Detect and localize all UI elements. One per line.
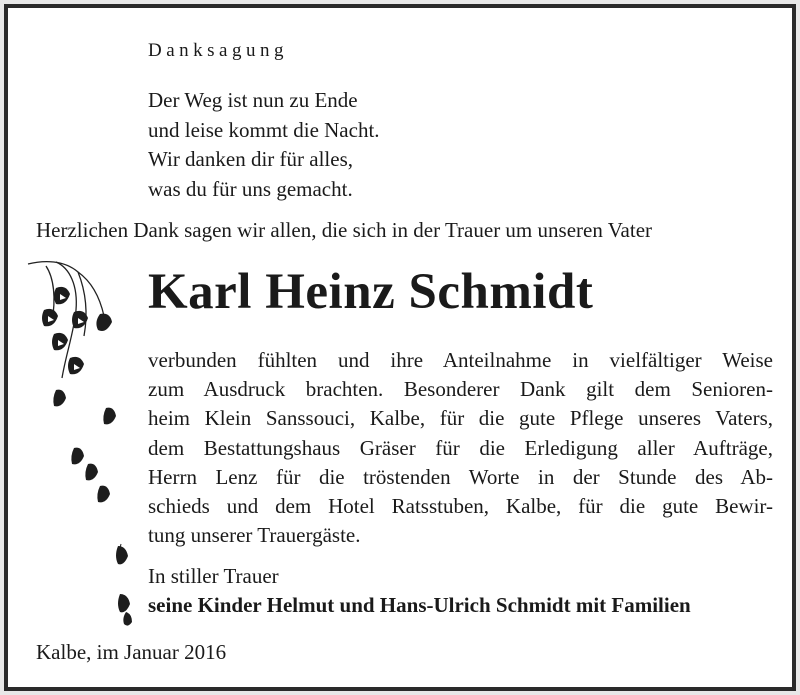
acknowledgement-text bbox=[148, 346, 773, 550]
closing-phrase: In stiller Trauer bbox=[148, 564, 279, 588]
deceased-name: Karl Heinz Schmidt bbox=[148, 264, 594, 320]
leaf-icon bbox=[114, 590, 140, 630]
body-line: Herrn Lenz für die tröstenden Worte in der Stunde des Ab- bbox=[148, 464, 773, 489]
body-line: heim Klein Sanssouci, Kalbe, für die gute Pflege unseres Vaters, bbox=[148, 406, 773, 431]
poem-line: was du für uns gemacht. bbox=[148, 176, 353, 201]
poem-line: Wir danken dir für alles, bbox=[148, 147, 353, 171]
poem bbox=[148, 86, 380, 204]
body-line: verbunden fühlten und ihre Anteilnahme in vielfältiger Weise bbox=[148, 348, 773, 372]
obituary-notice bbox=[4, 4, 796, 691]
body-line: zum Ausdruck brachten. Besonderer Dank gilt dem Senioren- bbox=[148, 377, 773, 402]
signers: seine Kinder Helmut und Hans-Ulrich Schmidt mit Familien bbox=[148, 593, 691, 617]
birch-branch-icon bbox=[26, 258, 126, 508]
intro-text: Herzlichen Dank sagen wir allen, die sich in der Trauer um unseren Vater bbox=[36, 218, 653, 242]
place-date: Kalbe, im Januar 2016 bbox=[36, 640, 227, 664]
leaf-icon bbox=[112, 542, 132, 572]
notice-heading: Danksagung bbox=[148, 40, 288, 61]
poem-line: Der Weg ist nun zu Ende bbox=[148, 88, 358, 112]
body-line: tung unserer Trauergäste. bbox=[148, 523, 361, 548]
body-line: dem Bestattungshaus Gräser für die Erledigung aller Aufträge, bbox=[148, 435, 773, 460]
body-line: schieds und dem Hotel Ratsstuben, Kalbe, für die gute Bewir- bbox=[148, 494, 773, 519]
poem-line: und leise kommt die Nacht. bbox=[148, 117, 380, 142]
